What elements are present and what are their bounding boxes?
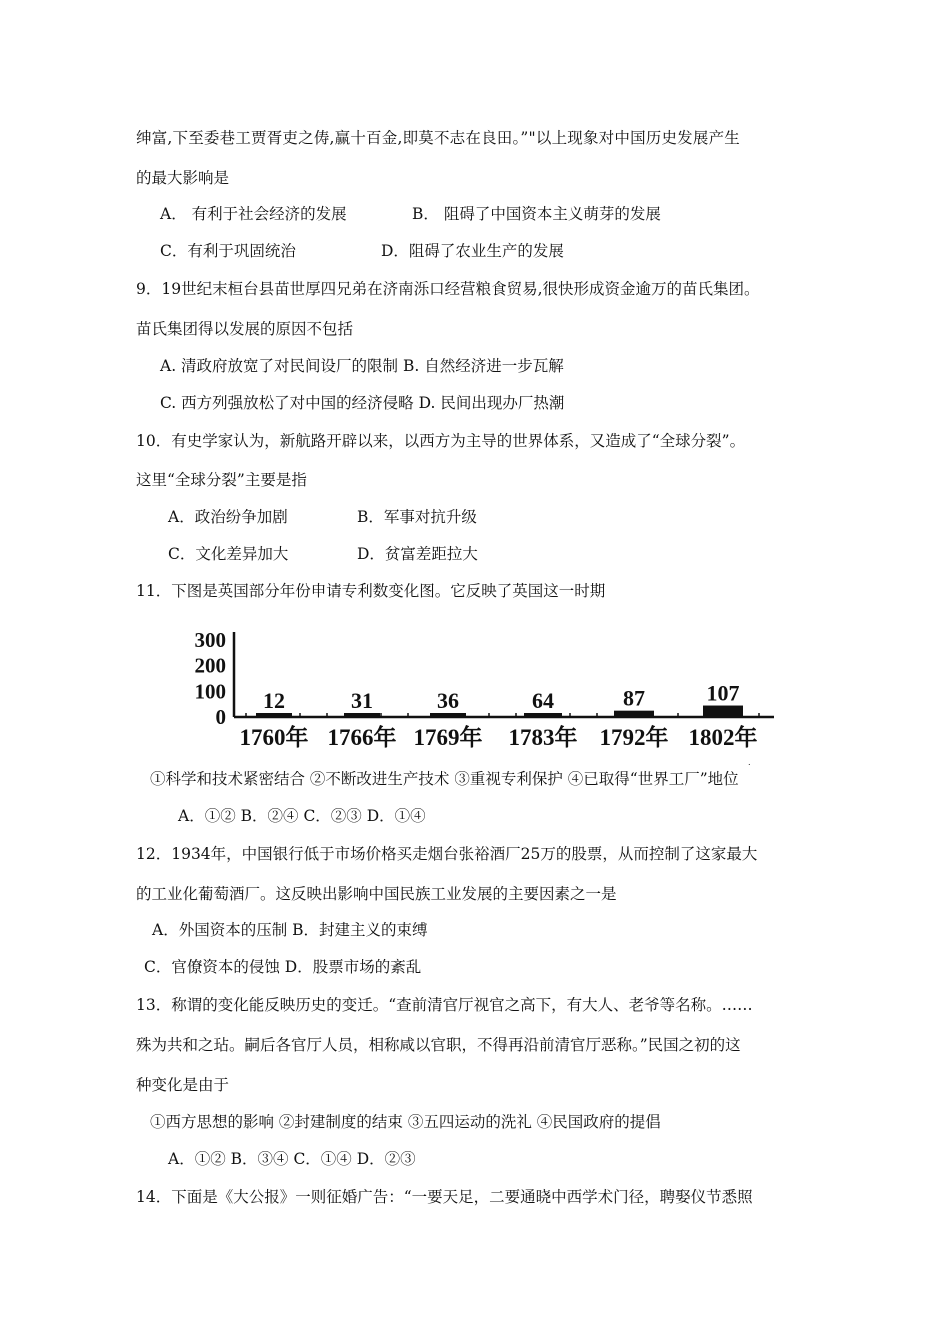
question-9-options-1: A. 清政府放宽了对民间设厂的限制 B. 自然经济进一步瓦解 [160, 357, 564, 375]
question-10-option-c: C．文化差异加大 [168, 545, 289, 563]
text-line: 的最大影响是 [136, 169, 230, 187]
question-13: 13．称谓的变化能反映历史的变迁。“查前清官厅视官之高下，有大人、老爷等名称。…… [136, 996, 753, 1014]
bar [344, 713, 380, 717]
y-tick-label: 300 [194, 628, 226, 652]
question-13-options: A．①② B．③④ C．①④ D．②③ [168, 1150, 416, 1168]
x-category-label: 1792年 [599, 725, 669, 750]
y-tick-label: 200 [194, 653, 226, 678]
bar-value-label: 36 [437, 688, 459, 713]
x-category-label: 1769年 [413, 725, 483, 750]
question-9: 9．19世纪末桓台县苗世厚四兄弟在济南泺口经营粮食贸易,很快形成资金逾万的苗氏集团。 [136, 280, 760, 298]
question-10: 10．有史学家认为，新航路开辟以来，以西方为主导的世界体系，又造成了“全球分裂”。 [136, 432, 746, 450]
question-10-option-b: B．军事对抗升级 [357, 508, 477, 526]
question-12-cont: 的工业化葡萄酒厂。这反映出影响中国民族工业发展的主要因素之一是 [136, 885, 617, 903]
question-12-options-1: A．外国资本的压制 B．封建主义的束缚 [152, 921, 428, 939]
option-d: D．阻碍了农业生产的发展 [381, 242, 564, 260]
question-13-cont: 殊为共和之玷。嗣后各官厅人员，相称咸以官职，不得再沿前清官厅恶称。”民国之初的这 [136, 1036, 741, 1054]
stray-mark: . [748, 758, 751, 767]
patent-bar-chart [186, 622, 786, 757]
x-category-label: 1783年 [508, 725, 578, 750]
bar [256, 713, 292, 717]
bar [524, 713, 562, 717]
bar-value-label: 87 [623, 685, 645, 711]
question-11-options: A．①② B．②④ C．②③ D．①④ [178, 807, 426, 825]
question-9-options-2: C. 西方列强放松了对中国的经济侵略 D. 民间出现办厂热潮 [160, 394, 565, 412]
question-12: 12．1934年，中国银行低于市场价格买走烟台张裕酒厂25万的股票，从而控制了这家最大 [136, 845, 758, 863]
bar [614, 711, 654, 717]
question-11-statements: ①科学和技术紧密结合 ②不断改进生产技术 ③重视专利保护 ④已取得“世界工厂”地位 [150, 770, 739, 788]
question-9-cont: 苗氏集团得以发展的原因不包括 [136, 320, 354, 338]
text-line: 绅富,下至委巷工贾胥吏之俦,赢十百金,即莫不志在良田。”"以上现象对中国历史发展产生 [136, 129, 740, 147]
question-11: 11．下图是英国部分年份申请专利数变化图。它反映了英国这一时期 [136, 582, 606, 600]
option-a: A． 有利于社会经济的发展 [160, 205, 347, 223]
question-13-statements: ①西方思想的影响 ②封建制度的结束 ③五四运动的洗礼 ④民国政府的提倡 [150, 1113, 661, 1131]
bar [703, 706, 743, 717]
y-tick-label: 100 [194, 679, 226, 704]
y-tick-label: 0 [215, 705, 226, 729]
option-b: B． 阻碍了中国资本主义萌芽的发展 [412, 205, 661, 223]
bar-value-label: 31 [351, 688, 373, 713]
question-10-option-a: A．政治纷争加剧 [168, 508, 288, 526]
question-10-option-d: D．贫富差距拉大 [357, 545, 478, 563]
x-category-label: 1802年 [688, 725, 758, 750]
bar-value-label: 12 [263, 688, 285, 713]
bar-value-label: 107 [706, 680, 740, 706]
question-10-cont: 这里“全球分裂”主要是指 [136, 471, 307, 489]
x-category-label: 1766年 [327, 725, 397, 750]
patent-chart-svg [186, 622, 786, 757]
question-14: 14．下面是《大公报》一则征婚广告：“一要天足，二要通晓中西学术门径，聘娶仪节悉照 [136, 1188, 753, 1206]
option-c: C．有利于巩固统治 [160, 242, 296, 260]
x-category-label: 1760年 [239, 725, 309, 750]
bar [430, 713, 466, 717]
bar-value-label: 64 [532, 688, 554, 713]
question-12-options-2: C．官僚资本的侵蚀 D．股票市场的紊乱 [144, 958, 422, 976]
question-13-cont-2: 种变化是由于 [136, 1076, 230, 1094]
